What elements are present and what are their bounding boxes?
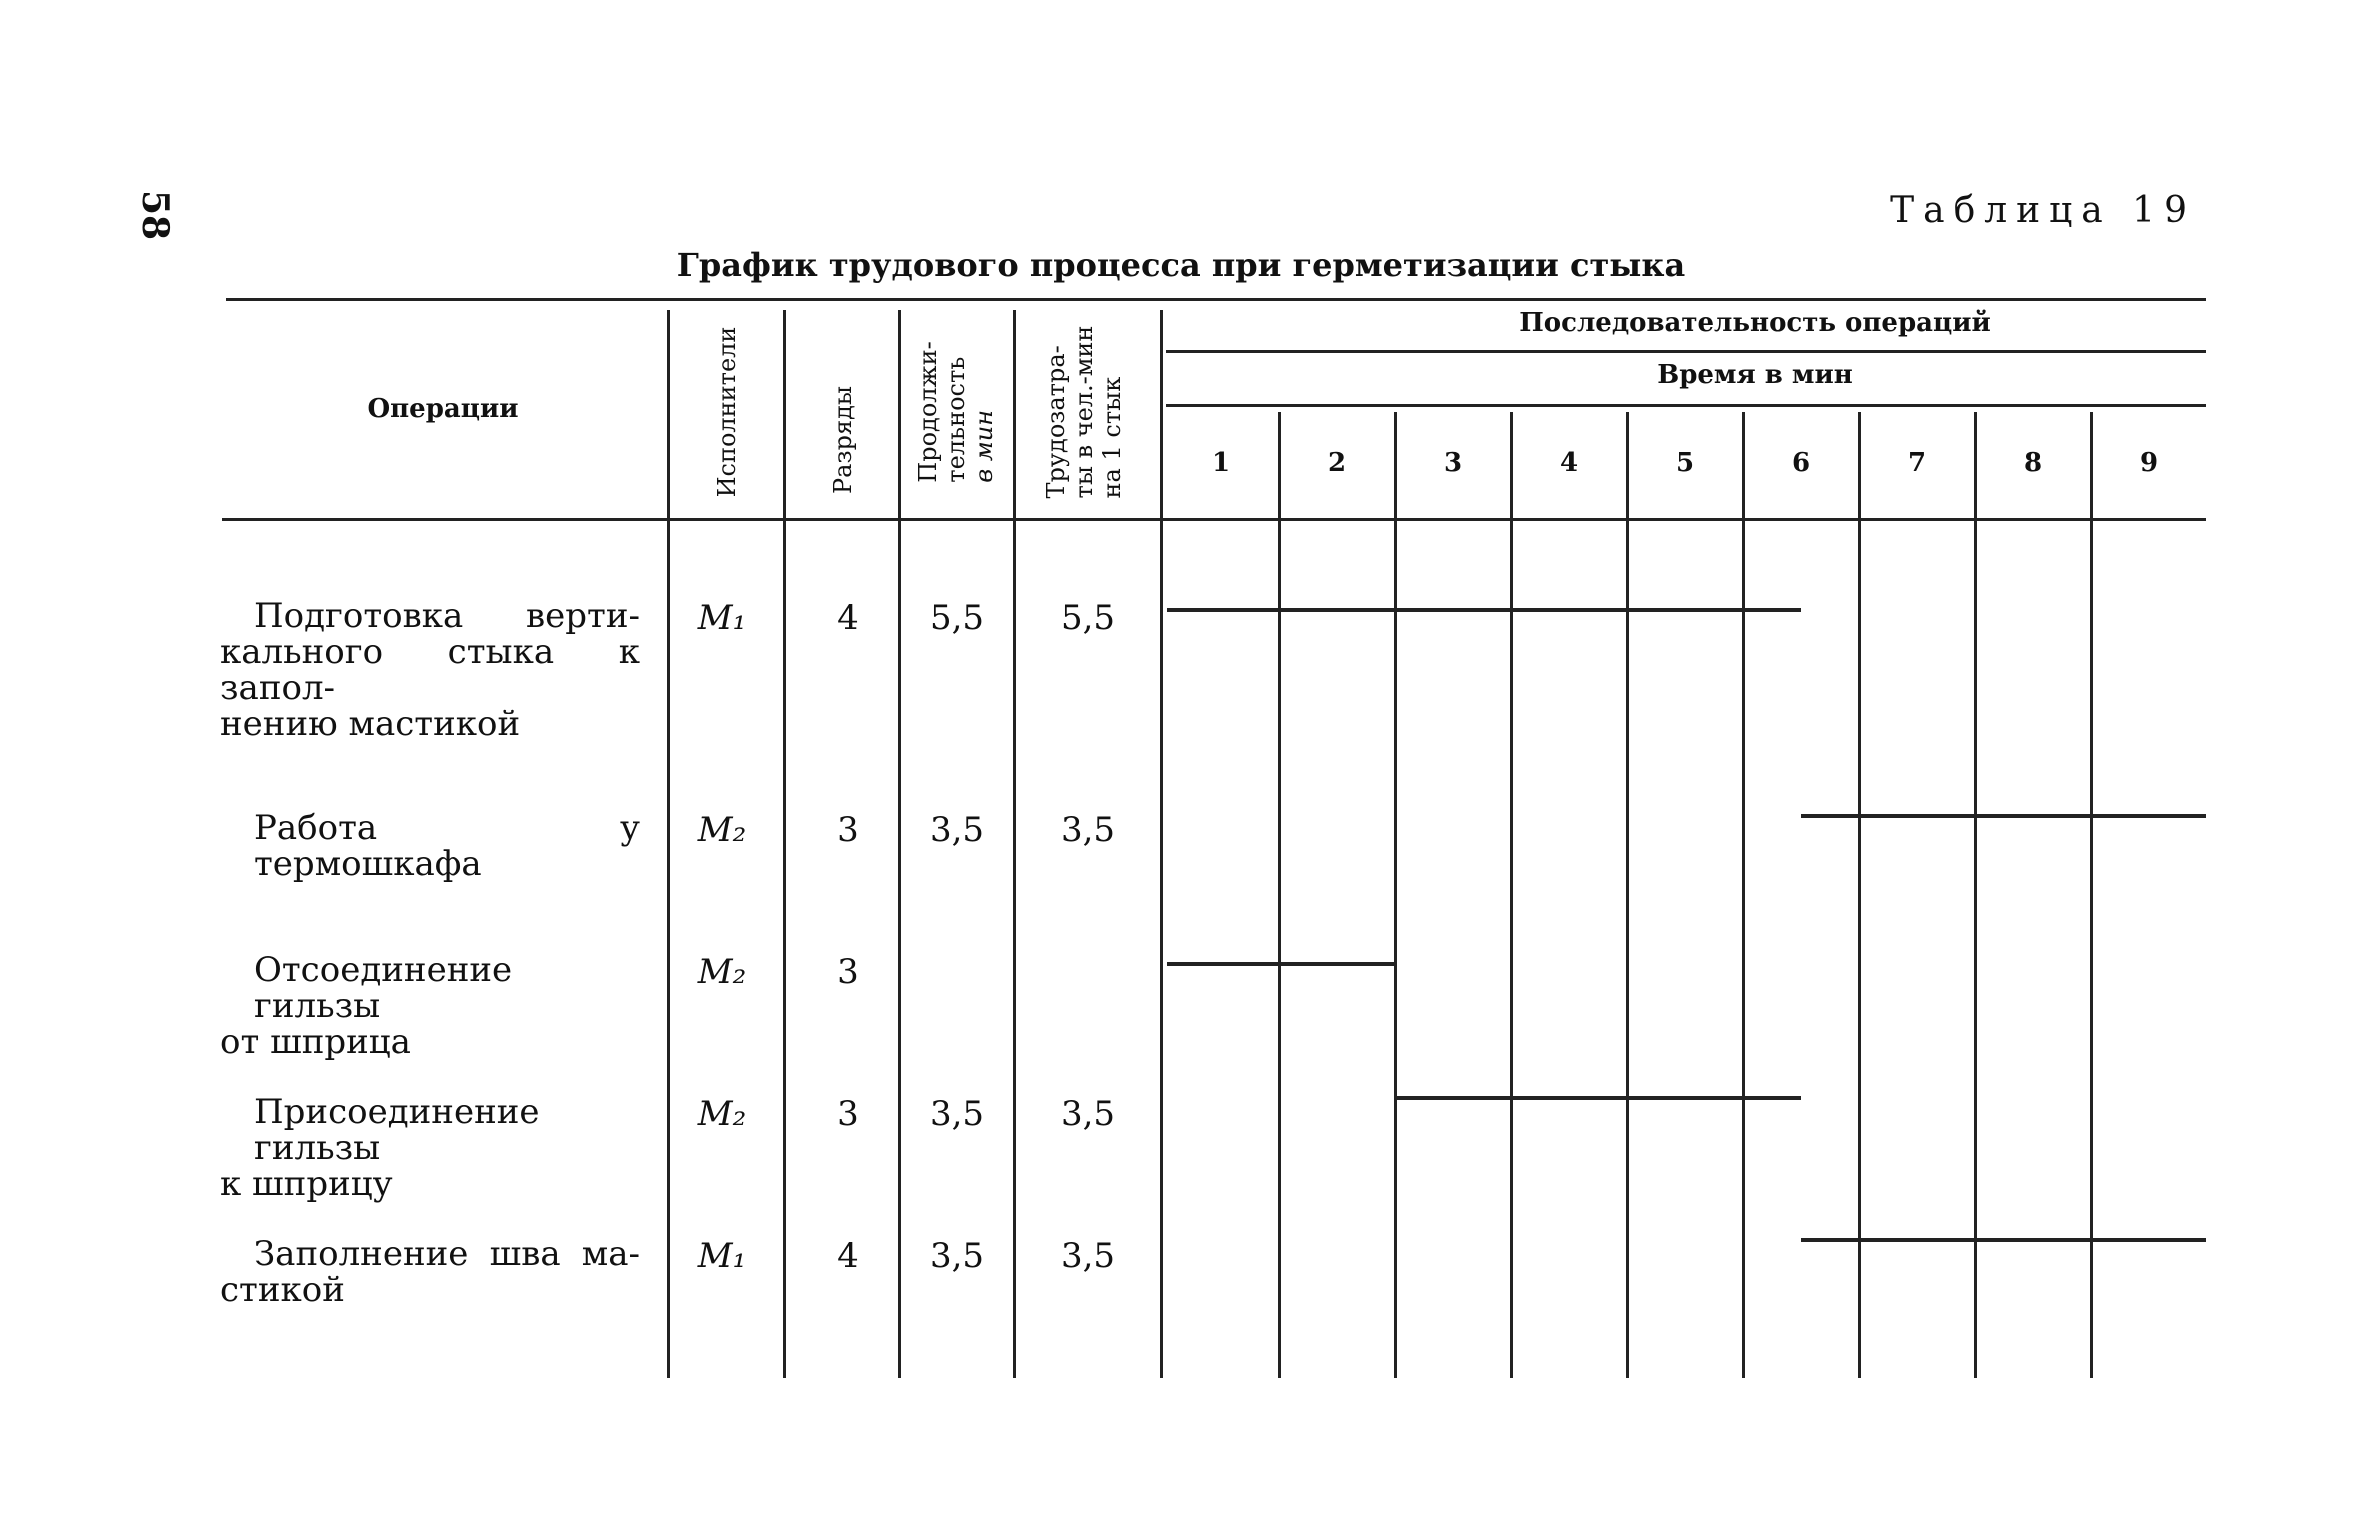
minute-label: 2 bbox=[1327, 448, 1347, 478]
operation-cell bbox=[220, 1236, 640, 1308]
minute-label: 5 bbox=[1675, 448, 1695, 478]
executor-cell: M₁ bbox=[697, 1236, 747, 1276]
minute-gridline bbox=[1626, 412, 1629, 1378]
header-labor-line-1: Трудозатра- bbox=[1042, 345, 1070, 499]
header-executors: Исполнители bbox=[713, 326, 741, 498]
operation-text-line: Заполнение шва ма- bbox=[254, 1234, 640, 1274]
minute-gridline bbox=[1394, 412, 1397, 1378]
duration-cell: 3,5 bbox=[929, 1236, 985, 1276]
gantt-bar bbox=[1167, 608, 1801, 612]
minute-gridline bbox=[1278, 412, 1281, 1378]
header-labor-line-2: ты в чел.-мин bbox=[1070, 325, 1098, 499]
minute-label: 4 bbox=[1559, 448, 1579, 478]
header-duration-line-1: Продолжи- bbox=[914, 341, 942, 483]
header-duration-line-2: тельность bbox=[942, 356, 970, 483]
minute-gridline bbox=[2090, 412, 2093, 1378]
minute-gridline bbox=[1742, 412, 1745, 1378]
minute-label: 9 bbox=[2139, 448, 2159, 478]
labor-cell: 5,5 bbox=[1060, 598, 1116, 638]
minute-label: 7 bbox=[1907, 448, 1927, 478]
executor-cell: M₂ bbox=[697, 1094, 747, 1134]
header-operations: Операции bbox=[367, 394, 519, 424]
header-labor bbox=[1042, 326, 1126, 499]
gantt-bar bbox=[1167, 962, 1395, 966]
table-top-rule bbox=[226, 298, 2206, 301]
operation-text-line: к шприцу bbox=[220, 1164, 393, 1204]
column-divider bbox=[783, 310, 786, 1378]
table-title: График трудового процесса при герметизации стыка bbox=[676, 246, 1686, 284]
grade-cell: 3 bbox=[837, 952, 859, 992]
table-label: Таблица 19 bbox=[1890, 190, 2196, 231]
grade-cell: 3 bbox=[837, 1094, 859, 1134]
gantt-bar bbox=[1395, 1096, 1801, 1100]
operation-text-line: нению мастикой bbox=[220, 704, 521, 744]
duration-cell: 3,5 bbox=[929, 1094, 985, 1134]
executor-cell: M₂ bbox=[697, 810, 747, 850]
labor-cell: 3,5 bbox=[1060, 1094, 1116, 1134]
gantt-bar bbox=[1801, 814, 2206, 818]
operation-text-line: Подготовка верти- bbox=[254, 596, 640, 636]
operation-cell bbox=[220, 1094, 640, 1202]
minute-gridline bbox=[1510, 412, 1513, 1378]
page-number: 58 bbox=[134, 189, 176, 241]
operation-text-line: стикой bbox=[220, 1270, 345, 1310]
operation-text-line: Присоединение гильзы bbox=[254, 1092, 540, 1168]
header-labor-line-3: на 1 стык bbox=[1098, 376, 1126, 499]
time-rule bbox=[1166, 404, 2206, 407]
operation-text-line: Работа у термошкафа bbox=[254, 808, 640, 884]
gantt-bar bbox=[1801, 1238, 2206, 1242]
operation-cell bbox=[220, 810, 640, 882]
labor-cell: 3,5 bbox=[1060, 810, 1116, 850]
column-divider bbox=[1013, 310, 1016, 1378]
column-divider bbox=[1160, 310, 1163, 1378]
header-grades: Разряды bbox=[829, 386, 857, 494]
header-duration-line-3: в мин bbox=[970, 409, 998, 483]
sequence-rule bbox=[1166, 350, 2206, 353]
operation-text-line: кального стыка к запол- bbox=[220, 632, 640, 708]
operation-text-line: от шприца bbox=[220, 1022, 411, 1062]
minute-gridline bbox=[1858, 412, 1861, 1378]
duration-cell: 5,5 bbox=[929, 598, 985, 638]
grade-cell: 4 bbox=[837, 598, 859, 638]
operation-cell bbox=[220, 952, 640, 1060]
header-time: Время в мин bbox=[1657, 360, 1853, 390]
minute-label: 8 bbox=[2023, 448, 2043, 478]
operation-cell bbox=[220, 598, 640, 742]
header-duration bbox=[914, 341, 998, 482]
minute-label: 1 bbox=[1211, 448, 1231, 478]
executor-cell: M₁ bbox=[697, 598, 747, 638]
minute-label: 3 bbox=[1443, 448, 1463, 478]
minute-label: 6 bbox=[1791, 448, 1811, 478]
executor-cell: M₂ bbox=[697, 952, 747, 992]
header-bottom-rule bbox=[222, 518, 2206, 521]
operation-text-line: Отсоединение гильзы bbox=[254, 950, 513, 1026]
duration-cell: 3,5 bbox=[929, 810, 985, 850]
labor-cell: 3,5 bbox=[1060, 1236, 1116, 1276]
grade-cell: 3 bbox=[837, 810, 859, 850]
header-sequence: Последовательность операций bbox=[1519, 308, 1991, 338]
minute-gridline bbox=[1974, 412, 1977, 1378]
grade-cell: 4 bbox=[837, 1236, 859, 1276]
